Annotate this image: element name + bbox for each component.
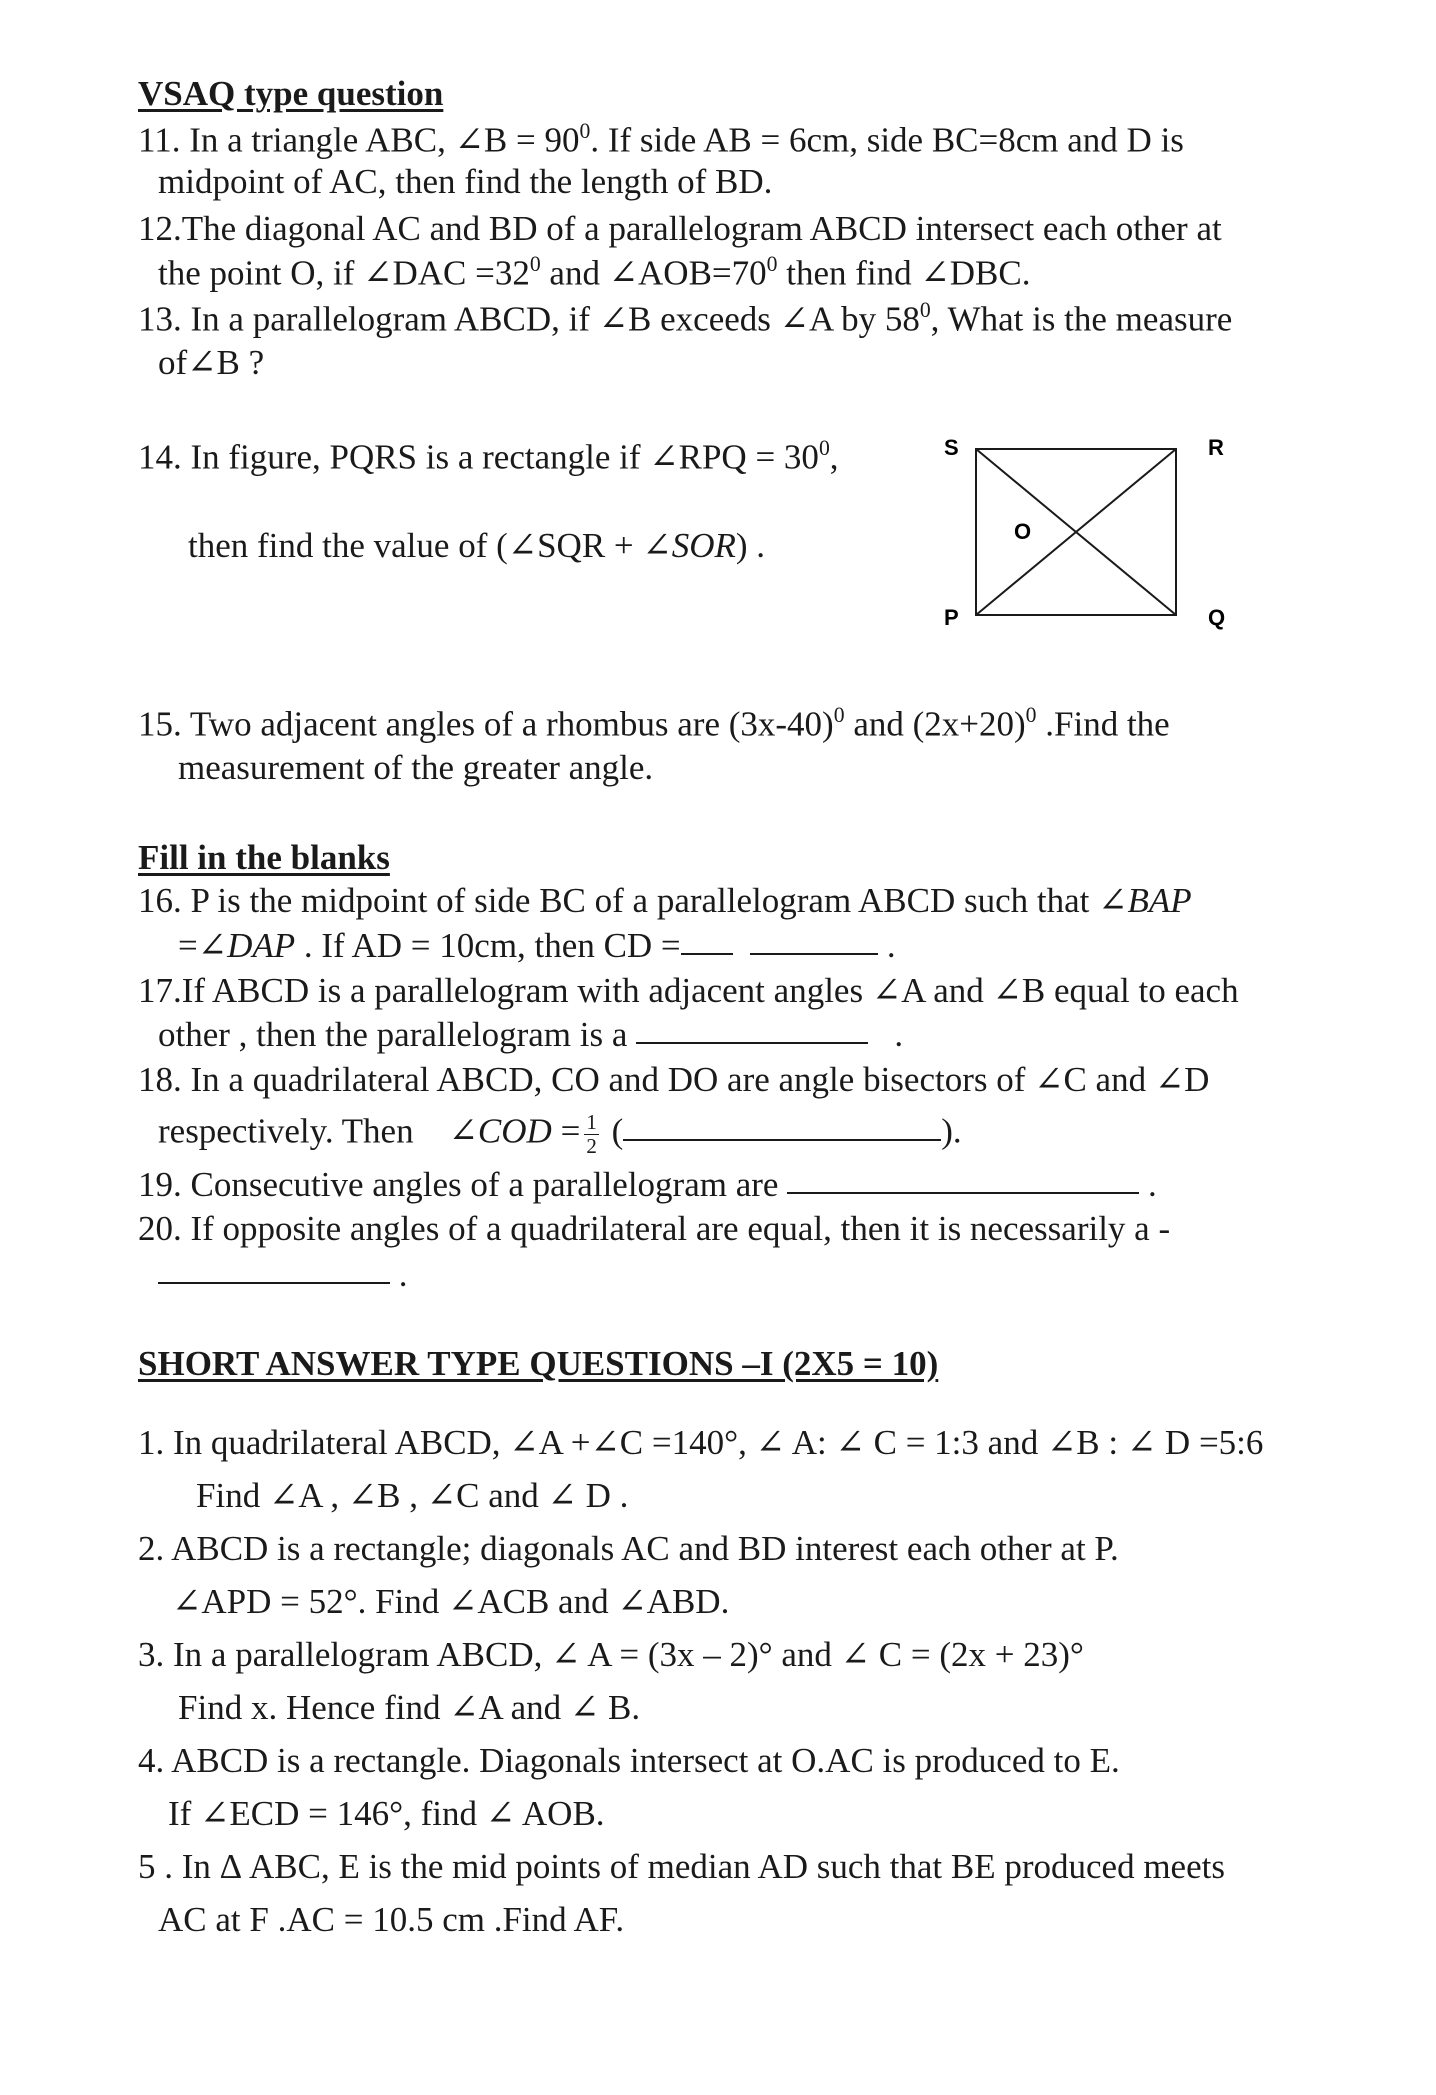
fill-blanks-heading: Fill in the blanks xyxy=(138,838,390,877)
rectangle-figure-svg xyxy=(930,425,1250,645)
q17-line2: other , then the parallelogram is a . xyxy=(158,1015,904,1054)
q16-text-a: 16. P is the midpoint of side BC of a parallelogram ABCD such that xyxy=(138,881,1099,920)
q19-text: 19. Consecutive angles of a parallelogram are xyxy=(138,1165,779,1204)
q14-text-b2: ) . xyxy=(735,526,766,565)
q15-line1 xyxy=(138,703,1170,744)
q15-text-c: .Find the xyxy=(1036,704,1170,744)
sa2-line2: ∠APD = 52°. Find ∠ACB and ∠ABD. xyxy=(172,1582,730,1621)
fraction-denominator: 2 xyxy=(586,1134,597,1158)
q13-line2: of∠B ? xyxy=(158,343,265,382)
q14-text-b: , xyxy=(829,437,839,477)
q12-line2 xyxy=(158,252,1031,293)
q15-degree-1: 0 xyxy=(833,703,845,727)
q11-text-a: 11. In a triangle ABC, ∠B = 90 xyxy=(138,120,580,160)
q16-blank-2[interactable] xyxy=(750,952,878,955)
q14-text-a2: then find the value of (∠SQR + xyxy=(188,526,643,565)
q18-open-paren: ( xyxy=(611,1111,624,1151)
q14-degree: 0 xyxy=(818,436,830,460)
sa2-line1: 2. ABCD is a rectangle; diagonals AC and BD interest each other at P. xyxy=(138,1529,1119,1568)
q14-line2 xyxy=(188,528,765,563)
sa5-line2: AC at F .AC = 10.5 cm .Find AF. xyxy=(158,1900,625,1939)
q18-close-paren: ). xyxy=(941,1111,962,1151)
q15-degree-2: 0 xyxy=(1025,703,1037,727)
q19-line1: 19. Consecutive angles of a parallelogram are . xyxy=(138,1165,1157,1204)
sa3-line2: Find x. Hence find ∠A and ∠ B. xyxy=(178,1688,641,1727)
q13-text-b: , What is the measure xyxy=(930,299,1233,339)
vsaq-heading: VSAQ type question xyxy=(138,74,444,113)
sa5-line1: 5 . In Δ ABC, E is the mid points of median AD such that BE produced meets xyxy=(138,1847,1225,1886)
q20-line1: 20. If opposite angles of a quadrilateral are equal, then it is necessarily a - xyxy=(138,1209,1171,1248)
q12-line1: 12.The diagonal AC and BD of a parallelogram ABCD intersect each other at xyxy=(138,209,1222,248)
q17-text: other , then the parallelogram is a xyxy=(158,1015,628,1054)
q18-line2 xyxy=(158,1112,962,1157)
q16-text-b: . If AD = 10cm, then CD = xyxy=(295,926,681,965)
vertex-label-r: R xyxy=(1208,435,1224,460)
q12-degree-2: 0 xyxy=(766,252,778,276)
q18-angle-cod: ∠COD xyxy=(448,1111,552,1151)
vertex-label-q: Q xyxy=(1208,605,1226,630)
q16-angle-bap: ∠BAP xyxy=(1098,881,1192,920)
q11-line1 xyxy=(138,119,1184,160)
q12-degree-1: 0 xyxy=(529,252,541,276)
sa1-line1: 1. In quadrilateral ABCD, ∠A +∠C =140°, ∠ A: ∠ C = 1:3 and ∠B : ∠ D =5:6 xyxy=(138,1423,1264,1462)
q18-fraction xyxy=(584,1112,599,1157)
q12-text-b: and ∠AOB=70 xyxy=(540,253,767,293)
q11-degree: 0 xyxy=(579,119,591,143)
q18-text-a: respectively. Then xyxy=(158,1111,414,1151)
q16-blank-1[interactable] xyxy=(681,952,733,955)
sa4-line2: If ∠ECD = 146°, find ∠ AOB. xyxy=(168,1794,605,1833)
q15-text-a: 15. Two adjacent angles of a rhombus are (3x-40) xyxy=(138,704,834,744)
q14-line1 xyxy=(138,436,839,477)
short-answer-heading: SHORT ANSWER TYPE QUESTIONS –I (2X5 = 10) xyxy=(138,1344,939,1383)
q16-text-eq: = xyxy=(178,926,198,965)
q11-text-b: . If side AB = 6cm, side BC=8cm and D is xyxy=(590,120,1184,160)
q15-text-b: and (2x+20) xyxy=(844,704,1026,744)
sa1-line2: Find ∠A , ∠B , ∠C and ∠ D . xyxy=(196,1476,629,1515)
q17-line1: 17.If ABCD is a parallelogram with adjacent angles ∠A and ∠B equal to each xyxy=(138,971,1239,1010)
q13-text-a: 13. In a parallelogram ABCD, if ∠B exceeds ∠A by 58 xyxy=(138,299,920,339)
q16-angle-dap: ∠DAP xyxy=(197,926,296,965)
point-label-o: O xyxy=(1014,519,1032,544)
q19-blank[interactable] xyxy=(787,1191,1139,1194)
vertex-label-p: P xyxy=(944,605,959,630)
q12-text-c: then find ∠DBC. xyxy=(777,253,1031,293)
q16-line2: =∠DAP . If AD = 10cm, then CD = . xyxy=(178,926,896,965)
q14-angle-sor: ∠SOR xyxy=(642,526,736,565)
fraction-numerator: 1 xyxy=(586,1110,597,1134)
vertex-label-s: S xyxy=(944,435,959,460)
q14-text-a: 14. In figure, PQRS is a rectangle if ∠RPQ = 30 xyxy=(138,437,819,477)
q13-degree: 0 xyxy=(919,298,931,322)
q18-line1: 18. In a quadrilateral ABCD, CO and DO are angle bisectors of ∠C and ∠D xyxy=(138,1060,1210,1099)
rectangle-pqrs-figure xyxy=(930,425,1250,645)
q16-line1 xyxy=(138,883,1192,918)
q20-line2: . xyxy=(158,1257,408,1292)
q18-equals: = xyxy=(551,1111,581,1151)
sa4-line1: 4. ABCD is a rectangle. Diagonals intersect at O.AC is produced to E. xyxy=(138,1741,1120,1780)
q18-blank[interactable] xyxy=(623,1138,941,1141)
sa3-line1: 3. In a parallelogram ABCD, ∠ A = (3x – 2)° and ∠ C = (2x + 23)° xyxy=(138,1635,1084,1674)
q12-text-a: the point O, if ∠DAC =32 xyxy=(158,253,530,293)
q17-blank[interactable] xyxy=(636,1041,868,1044)
q15-line2: measurement of the greater angle. xyxy=(178,748,654,787)
q20-blank[interactable] xyxy=(158,1281,390,1284)
q13-line1 xyxy=(138,298,1233,339)
q11-line2: midpoint of AC, then find the length of BD. xyxy=(158,162,773,201)
